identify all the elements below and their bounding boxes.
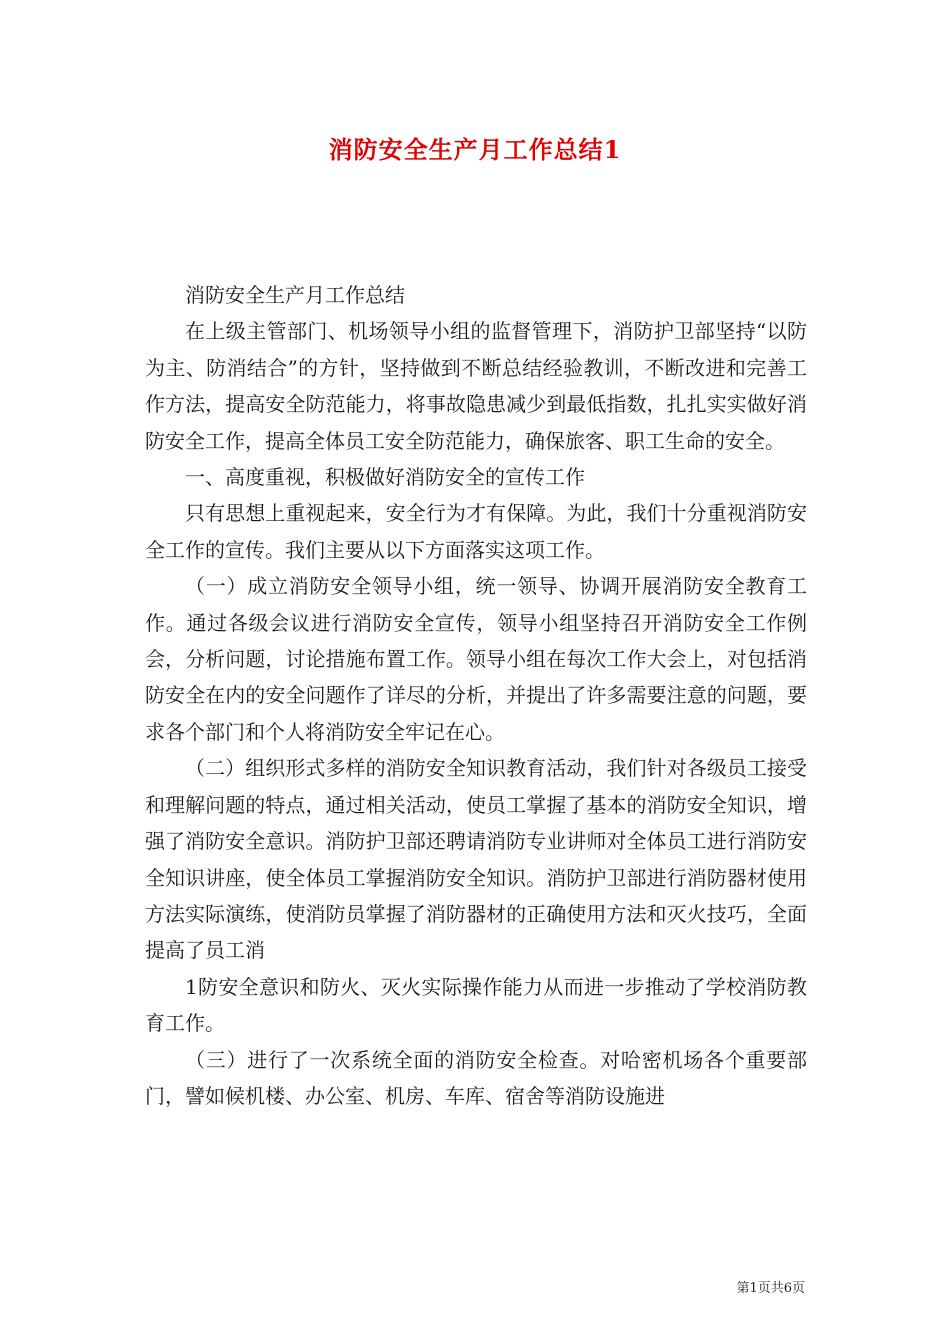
page-number: 第1页共6页 — [736, 1281, 805, 1296]
paragraph: 只有思想上重视起来，安全行为才有保障。为此，我们十分重视消防安全工作的宣传。我们主要从以下方面落实这项工作。 — [145, 501, 807, 562]
paragraph: （一）成立消防安全领导小组，统一领导、协调开展消防安全教育工作。通过各级会议进行消防安全宣传，领导小组坚持召开消防安全工作例会，分析问题，讨论措施布置工作。领导小组在每次工作大会上，对包括消防安全在内的安全问题作了详尽的分析，并提出了许多需要注意的问题，要求各个部门和个人将消防安全牢记在心。 — [145, 574, 807, 744]
document-body — [145, 277, 807, 1114]
paragraph: （三）进行了一次系统全面的消防安全检查。对哈密机场各个重要部门，譬如候机楼、办公室、机房、车库、宿舍等消防设施进 — [145, 1047, 807, 1108]
section-heading: 一、高度重视，积极做好消防安全的宣传工作 — [185, 465, 585, 490]
paragraph: 在上级主管部门、机场领导小组的监督管理下，消防护卫部坚持“以防为主、防消结合”的方针，坚持做到不断总结经验教训，不断改进和完善工作方法，提高安全防范能力，将事故隐患减少到最低指数，扎扎实实做好消防安全工作，提高全体员工安全防范能力，确保旅客、职工生命的安全。 — [145, 319, 807, 453]
page-title: 消防安全生产月工作总结1 — [328, 135, 622, 164]
paragraph: （二）组织形式多样的消防安全知识教育活动，我们针对各级员工接受和理解问题的特点，通过相关活动，使员工掌握了基本的消防安全知识，增强了消防安全意识。消防护卫部还聘请消防专业讲师对全体员工进行消防安全知识讲座，使全体员工掌握消防安全知识。消防护卫部进行消防器材使用方法实际演练，使消防员掌握了消防器材的正确使用方法和灭火技巧，全面提高了员工消 — [145, 756, 807, 963]
paragraph-heading: 消防安全生产月工作总结 — [185, 283, 405, 307]
paragraph: 1防安全意识和防火、灭火实际操作能力从而进一步推动了学校消防教育工作。 — [145, 974, 807, 1036]
